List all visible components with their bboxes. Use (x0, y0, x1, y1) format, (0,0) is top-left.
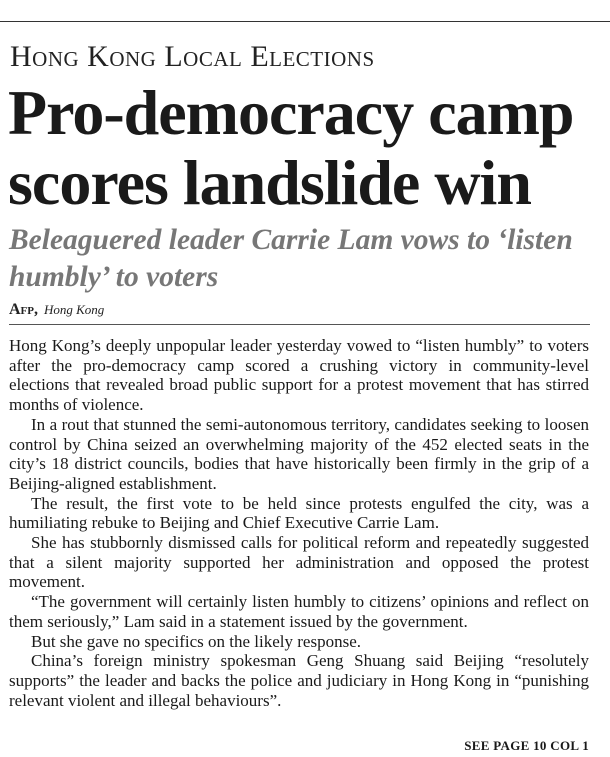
article-paragraph: In a rout that stunned the semi-autonomous territory, candidates seeking to loosen control by China seized an overwhelming majority of the 452 elected seats in the city’s 18 district councils, bodies that have historically been firmly in the grip of a Beijing-aligned establishment. (9, 414, 589, 493)
article-body (9, 336, 589, 710)
top-divider-rule (0, 21, 610, 22)
byline-location: Hong Kong (44, 302, 105, 317)
article-paragraph: China’s foreign ministry spokesman Geng Shuang said Beijing “resolutely supports” the leader and backs the police and judiciary in Hong Kong in “punishing relevant violent and illegal behaviours”. (9, 651, 589, 710)
byline-agency: Afp, (9, 301, 38, 318)
article-paragraph: The result, the first vote to be held since protests engulfed the city, was a humiliating rebuke to Beijing and Chief Executive Carrie Lam. (9, 493, 589, 533)
continuation-jump-line: SEE PAGE 10 COL 1 (464, 738, 589, 753)
article-paragraph: Hong Kong’s deeply unpopular leader yesterday vowed to “listen humbly” to voters after the pro-democracy camp scored a crushing victory in community-level elections that revealed broad public support for a protest movement that has stirred months of violence. (9, 336, 589, 415)
article-paragraph: “The government will certainly listen humbly to citizens’ opinions and reflect on them seriously,” Lam said in a statement issued by the government. (9, 592, 589, 631)
article-paragraph: But she gave no specifics on the likely response. (31, 631, 362, 651)
article-paragraph: She has stubbornly dismissed calls for political reform and repeatedly suggested that a silent majority supported her administration and opposed the protest movement. (9, 533, 589, 592)
article-headline: Pro-democracy camp scores landslide win (8, 77, 574, 218)
article-subheadline: Beleaguered leader Carrie Lam vows to ‘listen humbly’ to voters (9, 224, 573, 293)
byline-divider-rule (9, 324, 590, 325)
byline (9, 302, 104, 319)
section-kicker: Hong Kong Local Elections (10, 40, 375, 73)
